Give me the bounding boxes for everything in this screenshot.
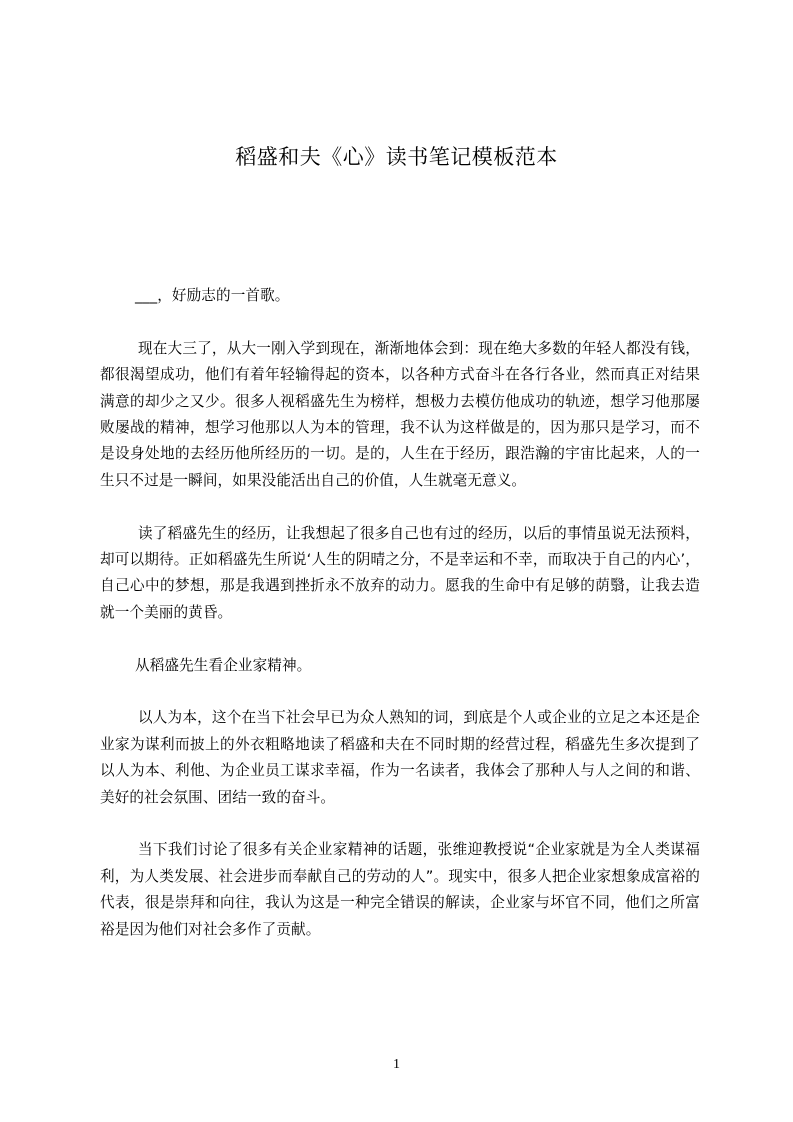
document-body [100, 283, 700, 969]
paragraph-5: 以人为本，这个在当下社会早已为众人熟知的词，到底是个人或企业的立足之本还是企业家为谋利而披上的外衣粗略地读了稻盛和夫在不同时期的经营过程，稻盛先生多次提到了以人为本、利他、为企业员工谋求幸福，作为一名读者，我体会了那种人与人之间的和谐、美好的社会氛围、团结一致的奋斗。 [100, 709, 700, 806]
document-title: 稻盛和夫《心》读书笔记模板范本 [235, 145, 558, 169]
paragraph-6: 当下我们讨论了很多有关企业家精神的话题，张维迎教授说“企业家就是为全人类谋福利，为人类发展、社会进步而奉献自己的劳动的人”。现实中，很多人把企业家想象成富裕的代表，很是崇拜和向往，我认为这是一种完全错误的解读，企业家与坏官不同，他们之所富裕是因为他们对社会多作了贡献。 [100, 841, 700, 938]
paragraph-section-heading: 从稻盛先生看企业家精神。 [135, 656, 312, 674]
page-number: 1 [393, 1057, 400, 1072]
paragraph-3: 读了稻盛先生的经历，让我想起了很多自己也有过的经历，以后的事情虽说无法预料，却可以期待。正如稻盛先生所说‘人生的阴晴之分，不是幸运和不幸，而取决于自己的内心’，自己心中的梦想，那是我遇到挫折永不放弃的动力。愿我的生命中有足够的荫翳，让我去造就一个美丽的黄昏。 [100, 524, 700, 621]
paragraph-intro: ___，好励志的一首歌。 [135, 287, 290, 304]
paragraph-2: 现在大三了，从大一刚入学到现在，渐渐地体会到：现在绝大多数的年轻人都没有钱，都很渴望成功，他们有着年轻输得起的资本，以各种方式奋斗在各行各业，然而真正对结果满意的却少之又少。很多人视稻盛先生为榜样，想极力去模仿他成功的轨迹，想学习他那屡败屡战的精神，想学习他那以人为本的管理，我不认为这样做是的，因为那只是学习，而不是设身处地的去经历他所经历的一切。是的，人生在于经历，跟浩瀚的宇宙比起来，人的一生只不过是一瞬间，如果没能活出自己的价值，人生就毫无意义。 [100, 339, 700, 489]
